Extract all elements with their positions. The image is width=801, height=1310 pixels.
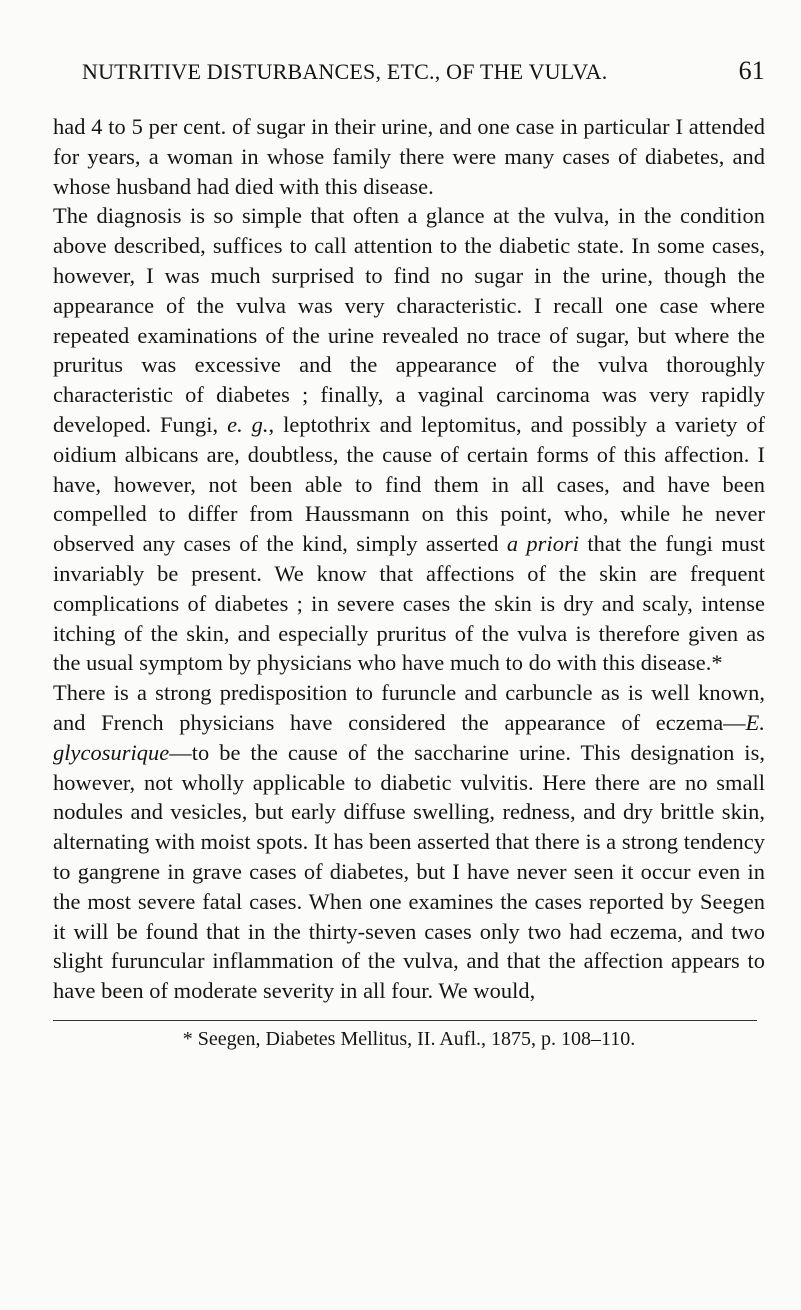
- paragraph-1: had 4 to 5 per cent. of sugar in their urine, and one case in particular I attended for years, a woman in whose family there were many cases of diabetes, and whose husband had died with this disease.: [53, 114, 765, 199]
- italic-term: E. glycosurique: [53, 709, 765, 765]
- paragraph-2: [53, 201, 765, 678]
- body-text: [53, 112, 765, 1006]
- running-title: NUTRITIVE DISTURBANCES, ETC., OF THE VULVA.: [82, 59, 608, 84]
- paragraph-3: [53, 678, 765, 1006]
- italic-a-priori: a priori: [506, 531, 579, 557]
- page-number: 61: [738, 56, 765, 85]
- paragraph-2-part-c: that the fungi must invariably be present. We know that affections of the skin are frequent complications of diabetes ; in severe cases the skin is dry and scaly, intense itching of the skin, and especially pruritus of the vulva is therefore given as the usual symptom by physicians who have much to do with this disease.*: [53, 531, 765, 676]
- footnote-divider: [53, 1020, 757, 1021]
- paragraph-3-part-a: There is a strong predisposition to furuncle and carbuncle as is well known, and French physicians have considered the appearance of eczema—: [53, 680, 765, 735]
- paragraph-2-part-a: The diagnosis is so simple that often a glance at the vulva, in the condition above described, suffices to call attention to the diabetic state. In some cases, however, I was much surprised to find no sugar in the urine, though the appearance of the vulva was very characteristic. I recall one case where repeated examinations of the urine revealed no trace of sugar, but where the pruritus was excessive and the appearance of the vulva thoroughly characteristic of diabetes ; finally, a vaginal carcinoma was very rapidly developed. Fungi,: [53, 203, 765, 437]
- running-head: [82, 58, 765, 85]
- italic-eg: e. g.: [227, 411, 269, 437]
- paragraph-3-part-b: —to be the cause of the saccharine urine. This designation is, however, not wholly applicable to diabetic vulvitis. Here there are no small nodules and vesicles, but early diffuse swelling, redness, and dry brittle skin, alternating with moist spots. It has been asserted that there is a strong tendency to gangrene in grave cases of diabetes, but I have never seen it occur even in the most severe fatal cases. When one examines the cases reported by Seegen it will be found that in the thirty-seven cases only two had eczema, and two slight furuncular inflammation of the vulva, and that the affection appears to have been of moderate severity in all four. We would,: [53, 739, 765, 1004]
- book-page: [53, 58, 765, 1052]
- footnote: * Seegen, Diabetes Mellitus, II. Aufl., 1875, p. 108–110.: [182, 1027, 636, 1050]
- paragraph-2-part-b: , leptothrix and leptomitus, and possibly a variety of oidium albicans are, doubtless, the cause of certain forms of this affection. I have, however, not been able to find them in all cases, and have been compelled to differ from Haussmann on this point, who, while he never observed any cases of the kind, simply asserted: [53, 411, 765, 557]
